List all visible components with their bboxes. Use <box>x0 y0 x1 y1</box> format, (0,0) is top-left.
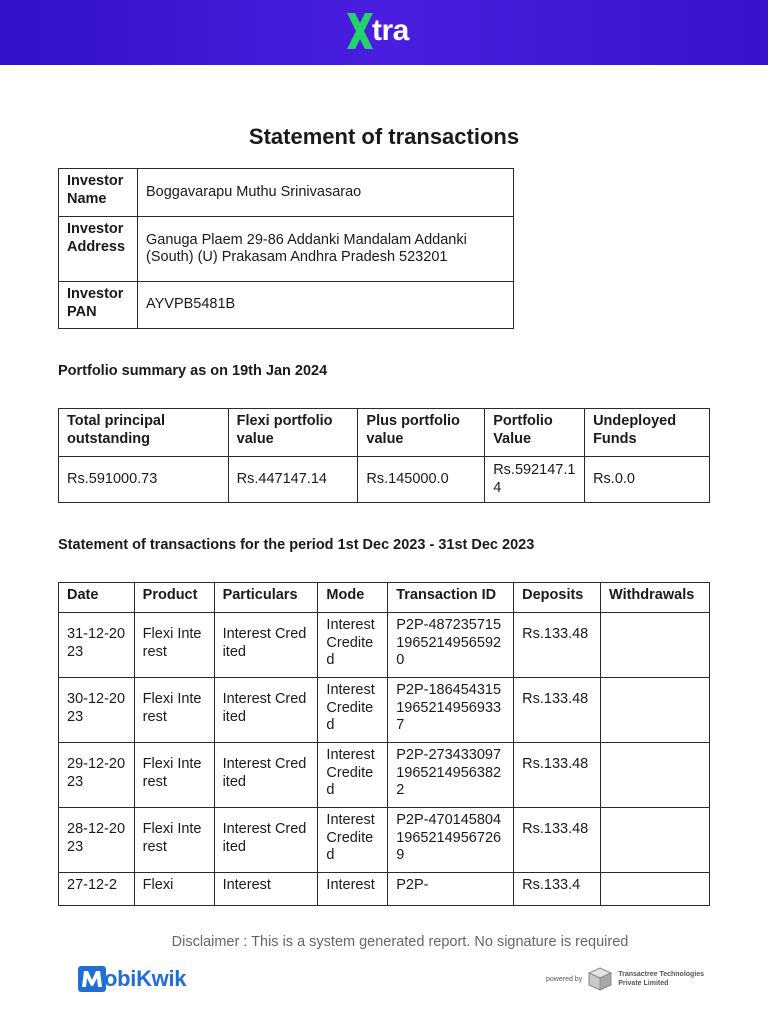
tx-mode: Interest Credited <box>318 678 388 743</box>
tx-date: 31-12-2023 <box>59 613 135 678</box>
tx-mode: Interest <box>318 873 388 906</box>
tx-id: P2P-18645431519652149569337 <box>388 678 514 743</box>
summary-col-header: Portfolio Value <box>485 409 585 457</box>
tx-withdrawal <box>601 613 710 678</box>
investor-name-row <box>59 169 514 217</box>
mobikwik-logo <box>78 964 186 994</box>
table-row <box>59 808 710 873</box>
tx-product: Flexi Interest <box>134 613 214 678</box>
tx-particulars: Interest Credited <box>214 808 318 873</box>
table-row <box>59 613 710 678</box>
tx-withdrawal <box>601 743 710 808</box>
tx-col-header: Date <box>59 583 135 613</box>
tx-product: Flexi Interest <box>134 678 214 743</box>
investor-details-table <box>58 168 514 329</box>
tx-product: Flexi Interest <box>134 743 214 808</box>
statement-period-heading: Statement of transactions for the period 1st Dec 2023 - 31st Dec 2023 <box>58 537 535 553</box>
tx-col-header: Product <box>134 583 214 613</box>
brand-name: tra <box>372 14 409 47</box>
mobikwik-wordmark: obiKwik <box>104 966 187 991</box>
transactions-header-row <box>59 583 710 613</box>
x-logo-icon <box>345 11 375 51</box>
tx-deposit: Rs.133.48 <box>514 678 601 743</box>
summary-col-header: Flexi portfolio value <box>228 409 358 457</box>
company-name: Transactree Technologies Private Limited <box>618 971 705 987</box>
tx-mode: Interest Credited <box>318 613 388 678</box>
tx-col-header: Deposits <box>514 583 601 613</box>
tx-deposit: Rs.133.48 <box>514 613 601 678</box>
tx-withdrawal <box>601 678 710 743</box>
table-row <box>59 678 710 743</box>
tx-id: P2P-47014580419652149567269 <box>388 808 514 873</box>
summary-value: Rs.591000.73 <box>59 457 229 503</box>
tx-withdrawal <box>601 808 710 873</box>
investor-pan-row <box>59 282 514 329</box>
tx-deposit: Rs.133.48 <box>514 808 601 873</box>
summary-value: Rs.145000.0 <box>358 457 485 503</box>
tx-particulars: Interest Credited <box>214 743 318 808</box>
tx-particulars: Interest Credited <box>214 613 318 678</box>
xtra-logo <box>345 10 409 52</box>
investor-address-row <box>59 217 514 282</box>
summary-col-header: Plus portfolio value <box>358 409 485 457</box>
tx-col-header: Particulars <box>214 583 318 613</box>
portfolio-summary-table <box>58 408 710 503</box>
tx-date: 30-12-2023 <box>59 678 135 743</box>
tx-date: 29-12-2023 <box>59 743 135 808</box>
summary-value: Rs.592147.14 <box>485 457 585 503</box>
summary-col-header: Undeployed Funds <box>585 409 710 457</box>
summary-col-header: Total principal outstanding <box>59 409 229 457</box>
investor-pan-label: Investor PAN <box>59 282 138 329</box>
summary-value-row <box>59 457 710 503</box>
summary-header-row <box>59 409 710 457</box>
tx-deposit: Rs.133.4 <box>514 873 601 906</box>
investor-address-label: Investor Address <box>59 217 138 282</box>
powered-by-block <box>546 964 714 994</box>
portfolio-summary-heading: Portfolio summary as on 19th Jan 2024 <box>58 363 328 379</box>
investor-name-label: Investor Name <box>59 169 138 217</box>
table-row <box>59 743 710 808</box>
tx-withdrawal <box>601 873 710 906</box>
tx-col-header: Transaction ID <box>388 583 514 613</box>
tx-particulars: Interest Credited <box>214 678 318 743</box>
table-row <box>59 873 710 906</box>
summary-value: Rs.0.0 <box>585 457 710 503</box>
tx-particulars: Interest <box>214 873 318 906</box>
page-title: Statement of transactions <box>248 124 520 149</box>
tx-id: P2P-48723571519652149565920 <box>388 613 514 678</box>
powered-by-label: powered by <box>546 975 583 983</box>
tx-id: P2P- <box>388 873 514 906</box>
tx-product: Flexi <box>134 873 214 906</box>
tx-date: 27-12-2 <box>59 873 135 906</box>
tx-date: 28-12-2023 <box>59 808 135 873</box>
transactions-table <box>58 582 710 906</box>
summary-value: Rs.447147.14 <box>228 457 358 503</box>
tx-col-header: Withdrawals <box>601 583 710 613</box>
header-band <box>0 0 768 65</box>
disclaimer-text: Disclaimer : This is a system generated report. No signature is required <box>171 934 629 950</box>
tx-product: Flexi Interest <box>134 808 214 873</box>
investor-pan-value: AYVPB5481B <box>138 282 514 329</box>
tx-col-header: Mode <box>318 583 388 613</box>
investor-name-value: Boggavarapu Muthu Srinivasarao <box>138 169 514 217</box>
tx-id: P2P-27343309719652149563822 <box>388 743 514 808</box>
cube-logo-icon <box>587 966 613 992</box>
investor-address-value: Ganuga Plaem 29-86 Addanki Mandalam Addanki (South) (U) Prakasam Andhra Pradesh 523201 <box>138 217 514 282</box>
tx-deposit: Rs.133.48 <box>514 743 601 808</box>
tx-mode: Interest Credited <box>318 743 388 808</box>
tx-mode: Interest Credited <box>318 808 388 873</box>
mobikwik-m-icon <box>78 966 106 992</box>
